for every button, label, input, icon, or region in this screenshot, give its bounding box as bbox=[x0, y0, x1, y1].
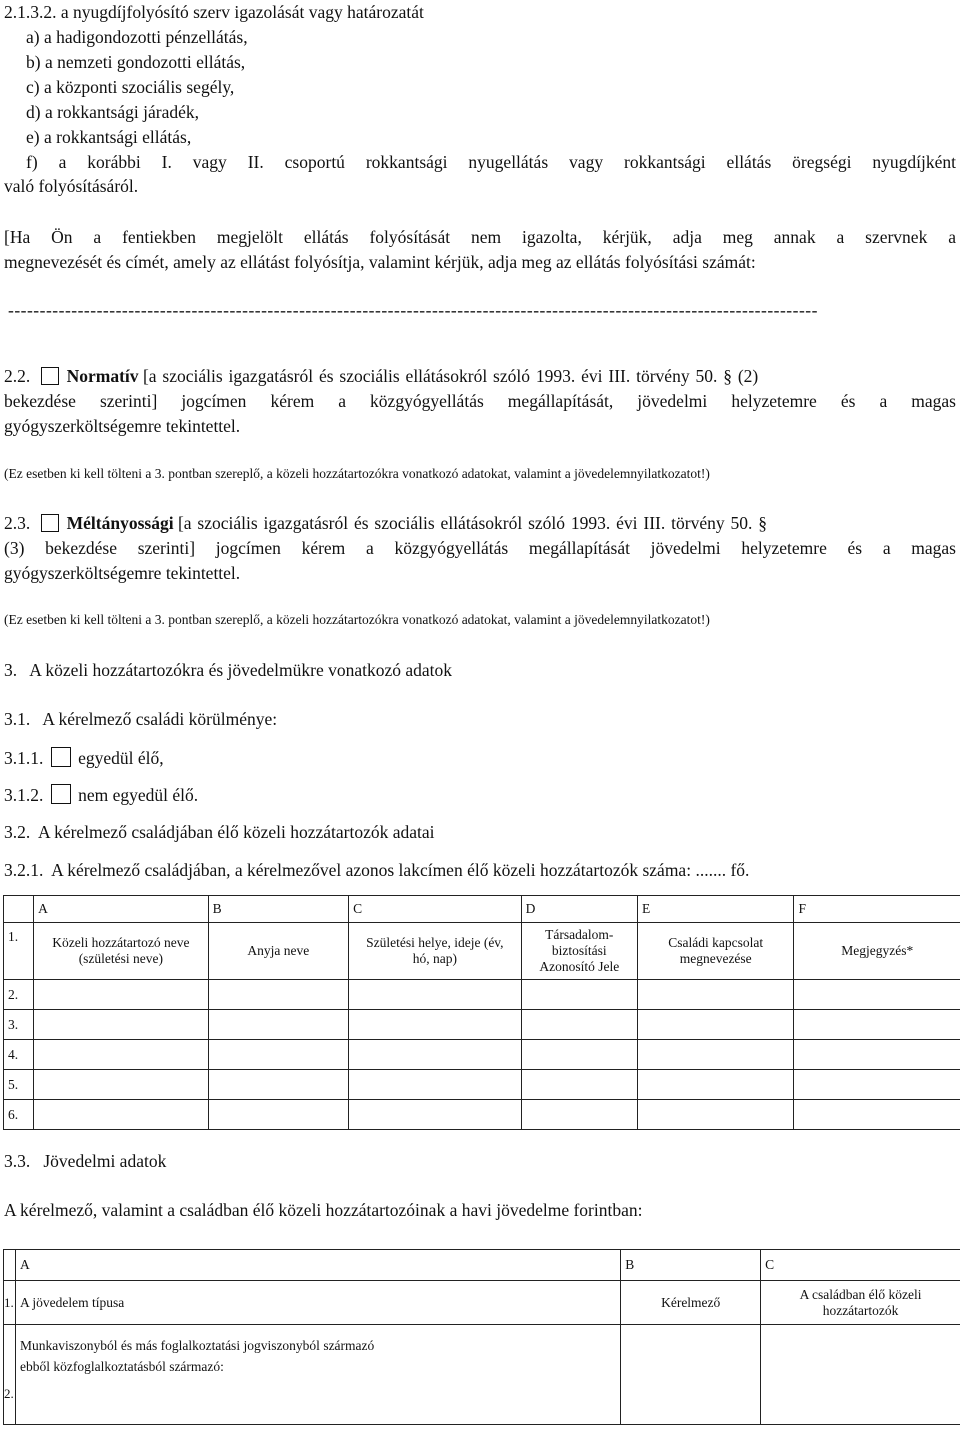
list-item: f) a korábbi I. vagy II. csoportú rokkantsági nyugellátás vagy rokkantsági ellátás öregségi nyugdíjként bbox=[26, 152, 956, 172]
family-table bbox=[3, 895, 960, 1130]
table-row[interactable]: 6. bbox=[4, 1100, 960, 1130]
section-3-heading: 3. A közeli hozzátartozókra és jövedelmükre vonatkozó adatok bbox=[4, 660, 453, 680]
section-31: 3.1. A kérelmező családi körülménye: bbox=[4, 709, 278, 729]
header-income-type: A jövedelem típusa bbox=[15, 1281, 620, 1325]
fill-note: (Ez esetben ki kell tölteni a 3. pontban szereplő, a közeli hozzátartozókra vonatkozó adatokat, valamint a jövedelemnyilatkozatot!) bbox=[4, 612, 710, 627]
column-letter: B bbox=[621, 1250, 761, 1281]
table-header-row bbox=[4, 1281, 960, 1325]
applicant-income-cell[interactable] bbox=[621, 1325, 761, 1425]
row-number: 1. bbox=[4, 923, 34, 980]
header-applicant: Kérelmező bbox=[621, 1281, 761, 1325]
nem-egyedul-elo-checkbox[interactable] bbox=[51, 784, 71, 804]
section-text: (3) bekezdése szerinti] jogcímen kérem a közgyógyellátás megállapítását jövedelmi helyzetemre és a magas bbox=[4, 538, 956, 558]
note-line: [Ha Ön a fentiekben megjelölt ellátás folyósítását nem igazolta, kérjük, adja meg annak a szervnek a bbox=[4, 227, 956, 247]
column-letter: B bbox=[208, 896, 348, 923]
table-row[interactable] bbox=[4, 1325, 960, 1425]
meltanyossagi-checkbox[interactable] bbox=[41, 514, 59, 532]
list-item-continuation: való folyósításáról. bbox=[4, 176, 139, 196]
section-text: [a szociális igazgatásról és szociális ellátásokról szóló 1993. évi III. törvény 50. § (2) bbox=[142, 366, 759, 386]
option-label: egyedül élő, bbox=[78, 748, 164, 768]
column-letter: E bbox=[637, 896, 793, 923]
table-row[interactable]: 2. bbox=[4, 980, 960, 1010]
table-row[interactable]: 5. bbox=[4, 1070, 960, 1100]
section-2132-heading: 2.1.3.2. a nyugdíjfolyósító szerv igazolását vagy határozatát bbox=[4, 2, 424, 22]
header-birth: Születési helye, ideje (év, hó, nap) bbox=[349, 923, 522, 980]
table-header-row bbox=[4, 923, 960, 980]
header-relation: Családi kapcsolat megnevezése bbox=[637, 923, 793, 980]
fill-note: (Ez esetben ki kell tölteni a 3. pontban szereplő, a közeli hozzátartozókra vonatkozó adatokat, valamint a jövedelemnyilatkozatot!) bbox=[4, 466, 710, 481]
section-text: bekezdése szerinti] jogcímen kérem a közgyógyellátás megállapítását, jövedelmi helyzetemre és a magas bbox=[4, 391, 956, 411]
option-egyedul-elo bbox=[4, 747, 164, 769]
column-letter: F bbox=[794, 896, 960, 923]
column-letter: A bbox=[34, 896, 209, 923]
section-text: gyógyszerköltségemre tekintettel. bbox=[4, 416, 241, 436]
list-item: c) a központi szociális segély, bbox=[26, 77, 235, 97]
row-number: 1. bbox=[4, 1281, 16, 1325]
list-item: e) a rokkantsági ellátás, bbox=[26, 127, 192, 147]
list-item: a) a hadigondozotti pénzellátás, bbox=[26, 27, 248, 47]
section-321: 3.2.1. A kérelmező családjában, a kérelmezővel azonos lakcímen élő közeli hozzátartozók száma: ....... fő. bbox=[4, 860, 750, 880]
section-title: Méltányossági bbox=[66, 513, 174, 533]
section-number: 2.2. bbox=[4, 366, 31, 386]
row-number: 2. bbox=[4, 1325, 16, 1425]
dashed-fill-line: -------------------------------------------------------------------------------------------------------------------------------- bbox=[8, 300, 818, 320]
option-number: 3.1.1. bbox=[4, 748, 44, 768]
header-remark: Megjegyzés* bbox=[794, 923, 960, 980]
header-taj: Társadalom- biztosítási Azonosító Jele bbox=[521, 923, 637, 980]
section-title: Normatív bbox=[66, 366, 139, 386]
section-number: 2.3. bbox=[4, 513, 31, 533]
section-23 bbox=[4, 513, 956, 534]
option-label: nem egyedül élő. bbox=[78, 785, 199, 805]
relatives-income-cell[interactable] bbox=[761, 1325, 960, 1425]
section-33-intro: A kérelmező, valamint a családban élő közeli hozzátartozóinak a havi jövedelme forintban: bbox=[4, 1200, 643, 1220]
income-table bbox=[3, 1249, 960, 1425]
column-letter: D bbox=[521, 896, 637, 923]
table-header-letters bbox=[4, 1250, 960, 1281]
table-header-letters bbox=[4, 896, 960, 923]
section-32: 3.2. A kérelmező családjában élő közeli hozzátartozók adatai bbox=[4, 822, 435, 842]
option-number: 3.1.2. bbox=[4, 785, 44, 805]
header-mother-name: Anyja neve bbox=[208, 923, 348, 980]
table-row[interactable]: 3. bbox=[4, 1010, 960, 1040]
egyedul-elo-checkbox[interactable] bbox=[51, 747, 71, 767]
option-nem-egyedul-elo bbox=[4, 784, 198, 806]
header-relatives: A családban élő közeli hozzátartozók bbox=[761, 1281, 960, 1325]
header-name: Közeli hozzátartozó neve (születési neve) bbox=[34, 923, 209, 980]
section-22 bbox=[4, 366, 956, 387]
section-text: [a szociális igazgatásról és szociális ellátásokról szóló 1993. évi III. törvény 50. § bbox=[177, 513, 767, 533]
section-33-heading: 3.3. Jövedelmi adatok bbox=[4, 1151, 167, 1171]
list-item: d) a rokkantsági járadék, bbox=[26, 102, 199, 122]
list-item: b) a nemzeti gondozotti ellátás, bbox=[26, 52, 246, 72]
note-line: megnevezését és címét, amely az ellátást folyósítja, valamint kérjük, adja meg az ellátás folyósítási számát: bbox=[4, 252, 756, 272]
table-row[interactable]: 4. bbox=[4, 1040, 960, 1070]
section-text: gyógyszerköltségemre tekintettel. bbox=[4, 563, 241, 583]
column-letter: A bbox=[15, 1250, 620, 1281]
column-letter: C bbox=[349, 896, 522, 923]
column-letter: C bbox=[761, 1250, 960, 1281]
normativ-checkbox[interactable] bbox=[41, 367, 59, 385]
income-type-employment: Munkaviszonyból és más foglalkoztatási jogviszonyból származó ebből közfoglalkoztatásból származó: bbox=[15, 1325, 620, 1425]
